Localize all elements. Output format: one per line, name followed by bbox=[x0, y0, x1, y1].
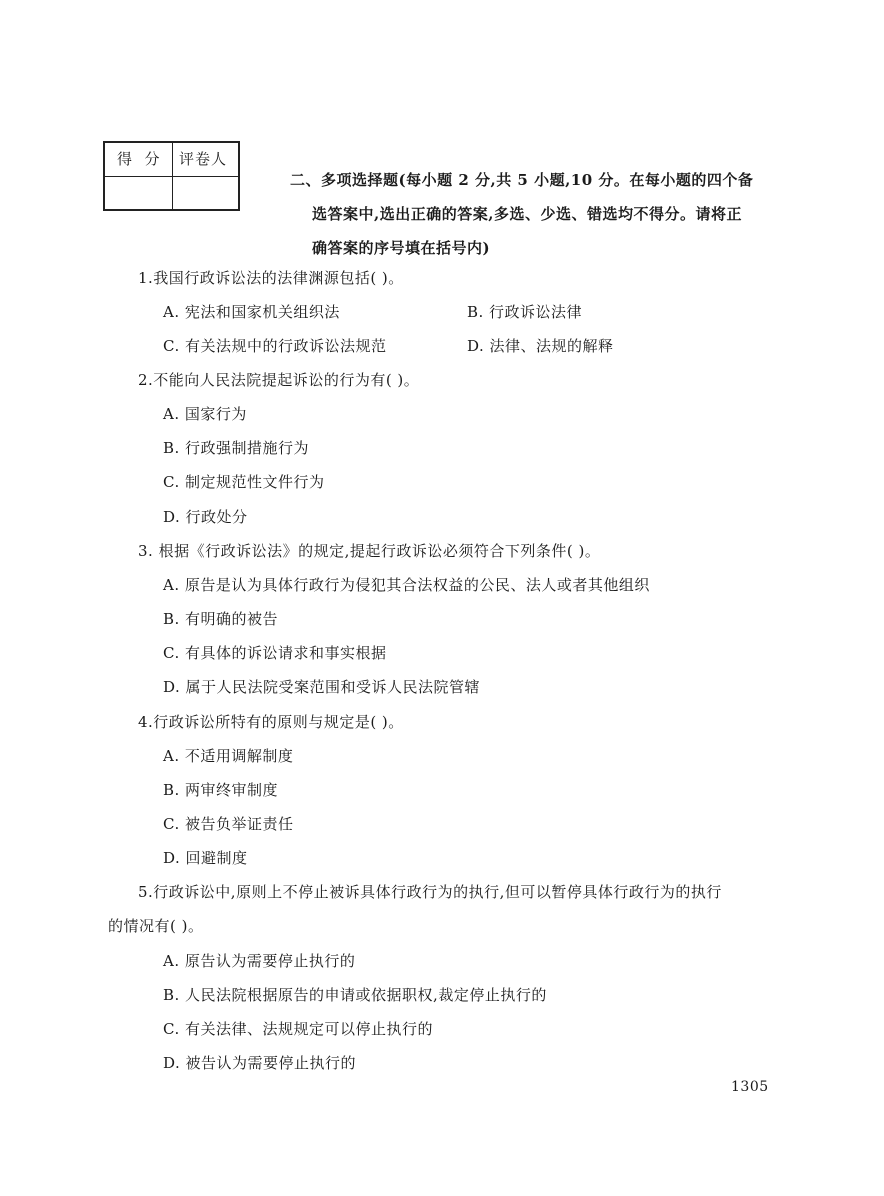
question-3-option-c: C. 有具体的诉讼请求和事实根据 bbox=[163, 644, 387, 662]
question-2-stem: 2.不能向人民法院提起诉讼的行为有( )。 bbox=[138, 371, 420, 389]
page-number: 1305 bbox=[731, 1079, 769, 1095]
question-3-option-b: B. 有明确的被告 bbox=[163, 610, 279, 628]
question-5-option-a: A. 原告认为需要停止执行的 bbox=[163, 952, 356, 970]
section-heading-line2: 选答案中,选出正确的答案,多选、少选、错选均不得分。请将正 bbox=[312, 205, 742, 223]
question-5-option-d: D. 被告认为需要停止执行的 bbox=[163, 1054, 357, 1072]
question-4-option-a: A. 不适用调解制度 bbox=[163, 747, 294, 765]
question-3-stem: 3. 根据《行政诉讼法》的规定,提起行政诉讼必须符合下列条件( )。 bbox=[138, 542, 601, 560]
question-5-stem: 5.行政诉讼中,原则上不停止被诉具体行政行为的执行,但可以暂停具体行政行为的执行 bbox=[138, 883, 722, 901]
question-2-option-d: D. 行政处分 bbox=[163, 508, 248, 526]
question-2-option-a: A. 国家行为 bbox=[163, 405, 247, 423]
section-heading-line3: 确答案的序号填在括号内) bbox=[312, 239, 491, 257]
question-1-option-d: D. 法律、法规的解释 bbox=[467, 337, 614, 355]
question-5-option-c: C. 有关法律、法规规定可以停止执行的 bbox=[163, 1020, 433, 1038]
question-3-option-d: D. 属于人民法院受案范围和受诉人民法院管辖 bbox=[163, 678, 481, 696]
question-1-option-c: C. 有关法规中的行政诉讼法规范 bbox=[163, 337, 387, 355]
question-1-stem: 1.我国行政诉讼法的法律渊源包括( )。 bbox=[138, 269, 404, 287]
question-2-option-c: C. 制定规范性文件行为 bbox=[163, 473, 325, 491]
question-1-option-b: B. 行政诉讼法律 bbox=[467, 303, 583, 321]
question-4-option-d: D. 回避制度 bbox=[163, 849, 248, 867]
score-table-divider-v bbox=[172, 143, 173, 209]
question-4-stem: 4.行政诉讼所特有的原则与规定是( )。 bbox=[138, 713, 404, 731]
question-5-option-b: B. 人民法院根据原告的申请或依据职权,裁定停止执行的 bbox=[163, 986, 547, 1004]
section-heading-line1: 二、多项选择题(每小题 2 分,共 5 小题,10 分。在每小题的四个备 bbox=[290, 171, 754, 189]
score-table bbox=[103, 141, 240, 211]
question-4-option-b: B. 两审终审制度 bbox=[163, 781, 279, 799]
question-4-option-c: C. 被告负举证责任 bbox=[163, 815, 294, 833]
section-heading bbox=[290, 163, 790, 265]
score-label: 得 分 bbox=[117, 150, 161, 168]
question-3-option-a: A. 原告是认为具体行政行为侵犯其合法权益的公民、法人或者其他组织 bbox=[163, 576, 650, 594]
question-5-stem-continued: 的情况有( )。 bbox=[108, 917, 204, 935]
grader-label: 评卷人 bbox=[179, 150, 228, 168]
question-2-option-b: B. 行政强制措施行为 bbox=[163, 439, 310, 457]
question-1-option-a: A. 宪法和国家机关组织法 bbox=[163, 303, 340, 321]
